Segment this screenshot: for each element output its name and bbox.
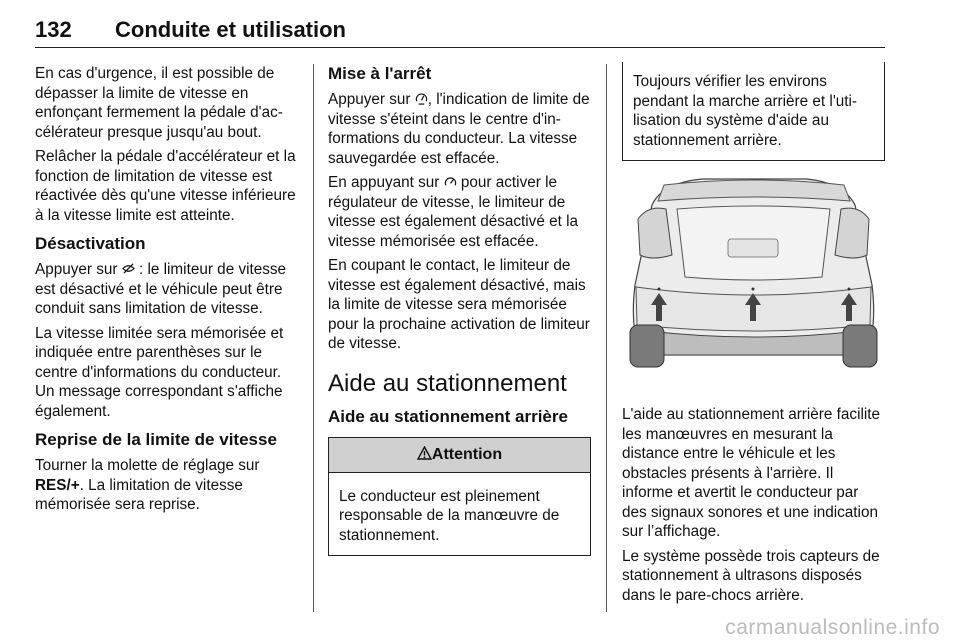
speed-limiter-off-icon (122, 262, 135, 275)
paragraph: Le système possède trois capteurs de stationnement à ultrasons disposés dans le pare-chocs arrière. (622, 547, 880, 604)
warning-box (328, 437, 591, 557)
paragraph: Tourner la molette de réglage sur RES/+. La limitation de vitesse mémorisée sera reprise. (35, 457, 260, 513)
heading-reprise: Reprise de la limite de vitesse (35, 430, 277, 449)
page-title: Conduite et utilisation (115, 17, 346, 42)
paragraph: Appuyer sur , l'indication de limite de vitesse s'éteint dans le centre d'informations du conducteur. La vitesse sauvegardée est effacée. (328, 91, 590, 167)
note-box (622, 62, 885, 161)
paragraph: Appuyer sur : le limiteur de vitesse est désactivé et le véhicule peut être conduit sans limitation de vitesse. (35, 261, 287, 317)
warning-body (329, 473, 590, 556)
column-1 (35, 64, 298, 520)
page-header (35, 8, 885, 48)
warning-icon (417, 446, 432, 460)
heading-aide-stationnement: Aide au stationnement (328, 369, 567, 397)
page-number: 132 (35, 17, 72, 42)
column-divider (313, 64, 314, 612)
column-divider (606, 64, 607, 612)
speed-limiter-icon (415, 92, 428, 105)
heading-desactivation: Désactivation (35, 234, 146, 253)
warning-title: Attention (431, 445, 503, 463)
paragraph: En appuyant sur pour activer le régulateur de vitesse, le limiteur de vitesse est également désactivé et la vitesse mémorisée est effacée. (328, 174, 578, 250)
paragraph: L'aide au stationnement arrière facilite les manœuvres en mesurant la distance entre le véhicule et les obstacles présents à l'arrière. Il informe et avertit le conducteur par des signaux sonores et une indication sur l’affichage. (622, 406, 881, 540)
paragraph: En cas d'urgence, il est possible de dépasser la limite de vitesse en enfonçant fermement la pédale d'accélérateur presque jusqu'au bout. (35, 65, 283, 141)
column-2 (328, 64, 591, 556)
cruise-control-icon (444, 175, 457, 188)
heading-arret: Mise à l'arrêt (328, 64, 432, 83)
note-text: Toujours vérifier les environs pendant la marche arrière et l'utilisation du système d'aide au stationnement arrière. (633, 73, 858, 149)
paragraph: En coupant le contact, le limiteur de vitesse est également désactivé, mais la limite de vitesse sera mémorisée pour la prochaine activation de limiteur de vitesse. (328, 257, 590, 352)
heading-aide-arriere: Aide au stationnement arrière (328, 406, 568, 426)
column-3 (622, 64, 885, 610)
watermark: carmanualsonline.info (725, 616, 940, 639)
warning-header (329, 438, 590, 473)
res-label: RES/+ (35, 476, 80, 494)
paragraph: La vitesse limitée sera mémorisée et indiquée entre parenthèses sur le centre d'informations du conducteur. Un message correspondant s'affiche également. (35, 324, 284, 420)
warning-text: Le conducteur est pleinement responsable de la manœuvre de stationnement. (339, 487, 560, 544)
rear-bumper-sensors-illustration (622, 175, 885, 386)
paragraph: Relâcher la pédale d'accélérateur et la fonction de limitation de vitesse est réactivée dès qu'une vitesse inférieure à la vitesse limite est atteinte. (35, 148, 296, 224)
